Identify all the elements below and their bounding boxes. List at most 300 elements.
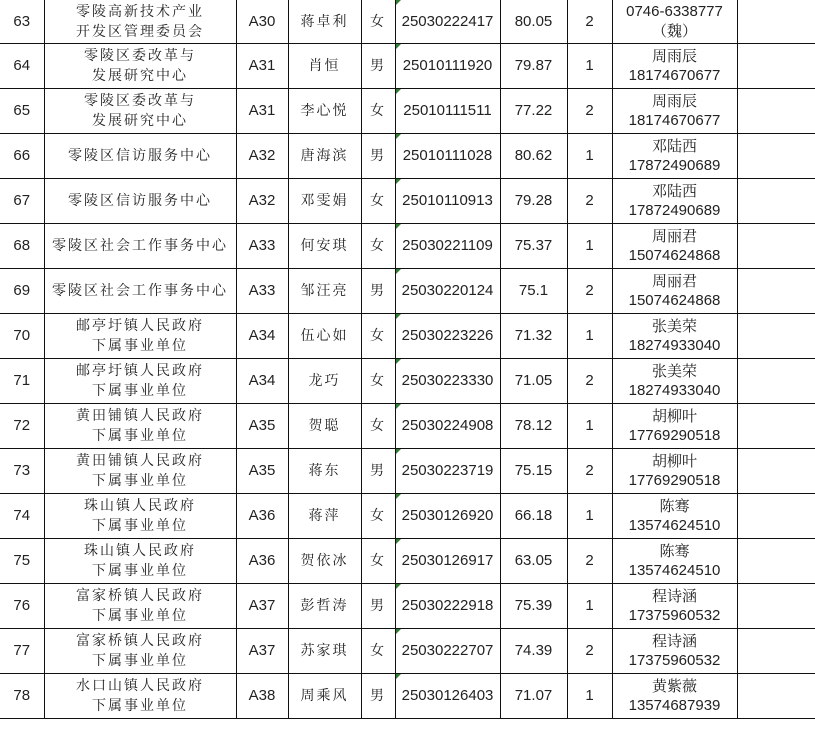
- score-cell: [500, 629, 567, 674]
- rank-text: 1: [585, 57, 594, 74]
- name-text: 贺聪: [308, 418, 341, 434]
- table-row: [0, 449, 815, 494]
- gender-text: 女: [370, 373, 386, 389]
- candidate-name-cell: [288, 359, 361, 404]
- note-cell: [737, 44, 815, 89]
- ticket-number-cell: [395, 134, 500, 179]
- score-text: 75.1: [518, 282, 549, 299]
- unit-line: 发展研究中心: [92, 68, 188, 84]
- post-code-cell: [236, 269, 288, 314]
- contact-line: 程诗涵: [651, 632, 697, 650]
- contact-cell: [612, 314, 737, 359]
- note-cell: [737, 674, 815, 719]
- unit-line: 下属事业单位: [92, 428, 188, 444]
- gender-cell: [361, 89, 395, 134]
- post-text: A30: [248, 12, 276, 30]
- unit-line: 下属事业单位: [92, 518, 188, 534]
- no-text: 66: [13, 147, 31, 164]
- contact-line: 陈骞: [659, 542, 690, 560]
- ticket-text: 25030223330: [401, 372, 494, 389]
- gender-cell: [361, 224, 395, 269]
- no-text: 71: [13, 372, 31, 389]
- contact-line: 17769290518: [628, 472, 721, 489]
- unit-line: 下属事业单位: [92, 473, 188, 489]
- score-text: 66.18: [514, 507, 553, 524]
- ticket-text: 25030223226: [401, 327, 494, 344]
- ticket-number-cell: [395, 314, 500, 359]
- note-cell: [737, 224, 815, 269]
- unit-cell: [44, 674, 236, 719]
- unit-line: 下属事业单位: [92, 563, 188, 579]
- candidate-name-cell: [288, 629, 361, 674]
- score-text: 79.28: [514, 192, 553, 209]
- note-cell: [737, 629, 815, 674]
- unit-line: 发展研究中心: [92, 113, 188, 129]
- gender-text: 女: [370, 418, 386, 434]
- table-row: [0, 44, 815, 89]
- rank-text: 1: [585, 417, 594, 434]
- candidate-name-cell: [288, 0, 361, 44]
- unit-cell: [44, 134, 236, 179]
- post-code-cell: [236, 584, 288, 629]
- ticket-number-cell: [395, 584, 500, 629]
- rank-cell: [567, 89, 612, 134]
- ticket-text: 25030126917: [401, 552, 494, 569]
- rank-cell: [567, 404, 612, 449]
- unit-line: 零陵区委改革与: [84, 93, 196, 109]
- name-text: 何安琪: [300, 238, 349, 254]
- no-text: 78: [13, 687, 31, 704]
- post-code-cell: [236, 0, 288, 44]
- note-cell: [737, 314, 815, 359]
- score-text: 78.12: [514, 417, 553, 434]
- ticket-text: 25030126403: [401, 687, 494, 704]
- ticket-number-cell: [395, 359, 500, 404]
- ticket-number-cell: [395, 0, 500, 44]
- ticket-text: 25030220124: [401, 282, 494, 299]
- post-code-cell: [236, 89, 288, 134]
- contact-line: 0746-6338777: [626, 2, 723, 20]
- contact-line: 13574624510: [628, 562, 721, 579]
- post-code-cell: [236, 449, 288, 494]
- candidate-name-cell: [288, 314, 361, 359]
- error-indicator-icon: [396, 0, 401, 5]
- note-cell: [737, 89, 815, 134]
- gender-cell: [361, 269, 395, 314]
- gender-text: 女: [370, 193, 386, 209]
- post-text: A34: [248, 372, 276, 389]
- candidate-name-cell: [288, 269, 361, 314]
- rank-cell: [567, 539, 612, 584]
- contact-line: 周丽君: [651, 227, 697, 245]
- no-text: 65: [13, 102, 31, 119]
- post-code-cell: [236, 179, 288, 224]
- unit-line: 黄田铺镇人民政府: [76, 453, 204, 469]
- gender-cell: [361, 134, 395, 179]
- ticket-number-cell: [395, 404, 500, 449]
- error-indicator-icon: [396, 629, 401, 634]
- candidate-name-cell: [288, 44, 361, 89]
- unit-line: 下属事业单位: [92, 653, 188, 669]
- contact-cell: [612, 404, 737, 449]
- score-cell: [500, 44, 567, 89]
- contact-cell: [612, 0, 737, 44]
- post-code-cell: [236, 44, 288, 89]
- no-text: 72: [13, 417, 31, 434]
- error-indicator-icon: [396, 449, 401, 454]
- name-text: 彭哲涛: [300, 598, 349, 614]
- score-text: 74.39: [514, 642, 553, 659]
- contact-line: 18174670677: [628, 67, 721, 84]
- unit-line: 富家桥镇人民政府: [76, 633, 204, 649]
- post-code-cell: [236, 539, 288, 584]
- unit-line: 水口山镇人民政府: [76, 678, 204, 694]
- post-text: A36: [248, 507, 276, 524]
- table-row: [0, 494, 815, 539]
- error-indicator-icon: [396, 674, 401, 679]
- note-cell: [737, 494, 815, 539]
- ticket-number-cell: [395, 89, 500, 134]
- rank-text: 2: [585, 282, 594, 299]
- post-text: A37: [248, 597, 276, 614]
- gender-cell: [361, 0, 395, 44]
- error-indicator-icon: [396, 224, 401, 229]
- post-text: A32: [248, 192, 276, 209]
- gender-text: 男: [370, 688, 386, 704]
- unit-line: 珠山镇人民政府: [84, 543, 196, 559]
- rank-text: 1: [585, 237, 594, 254]
- rank-cell: [567, 494, 612, 539]
- ticket-text: 25030222918: [401, 597, 494, 614]
- gender-text: 男: [370, 598, 386, 614]
- rank-cell: [567, 314, 612, 359]
- rank-text: 2: [585, 462, 594, 479]
- rank-text: 2: [585, 12, 594, 30]
- score-cell: [500, 134, 567, 179]
- unit-line: 零陵区社会工作事务中心: [52, 238, 228, 254]
- contact-cell: [612, 89, 737, 134]
- seq-number-cell: [0, 674, 44, 719]
- name-text: 贺依冰: [300, 553, 349, 569]
- candidate-name-cell: [288, 404, 361, 449]
- error-indicator-icon: [396, 44, 401, 49]
- contact-line: 15074624868: [628, 292, 721, 309]
- gender-text: 女: [370, 553, 386, 569]
- contact-line: 18174670677: [628, 112, 721, 129]
- unit-cell: [44, 404, 236, 449]
- contact-cell: [612, 269, 737, 314]
- unit-line: 零陵区信访服务中心: [68, 193, 212, 209]
- unit-cell: [44, 89, 236, 134]
- rank-cell: [567, 674, 612, 719]
- contact-line: 17872490689: [628, 202, 721, 219]
- unit-line: 零陵区委改革与: [84, 48, 196, 64]
- error-indicator-icon: [396, 314, 401, 319]
- no-text: 67: [13, 192, 31, 209]
- contact-line: 程诗涵: [651, 587, 697, 605]
- unit-cell: [44, 44, 236, 89]
- contact-line: 陈骞: [659, 497, 690, 515]
- contact-line: 17769290518: [628, 427, 721, 444]
- contact-line: 张美荣: [651, 317, 697, 335]
- gender-cell: [361, 674, 395, 719]
- post-code-cell: [236, 404, 288, 449]
- ticket-text: 25010111028: [402, 147, 493, 164]
- ticket-text: 25030224908: [401, 417, 494, 434]
- table-row: [0, 314, 815, 359]
- unit-line: 下属事业单位: [92, 698, 188, 714]
- seq-number-cell: [0, 539, 44, 584]
- seq-number-cell: [0, 404, 44, 449]
- contact-cell: [612, 674, 737, 719]
- contact-cell: [612, 584, 737, 629]
- no-text: 69: [13, 282, 31, 299]
- ticket-number-cell: [395, 44, 500, 89]
- score-cell: [500, 179, 567, 224]
- no-text: 70: [13, 327, 31, 344]
- ticket-number-cell: [395, 674, 500, 719]
- score-cell: [500, 89, 567, 134]
- no-text: 73: [13, 462, 31, 479]
- gender-cell: [361, 629, 395, 674]
- contact-cell: [612, 449, 737, 494]
- name-text: 龙巧: [308, 373, 341, 389]
- seq-number-cell: [0, 89, 44, 134]
- rank-text: 1: [585, 687, 594, 704]
- name-text: 李心悦: [300, 103, 349, 119]
- score-cell: [500, 0, 567, 44]
- error-indicator-icon: [396, 134, 401, 139]
- contact-line: 周雨辰: [651, 47, 697, 65]
- contact-line: 13574624510: [628, 517, 721, 534]
- score-cell: [500, 584, 567, 629]
- seq-number-cell: [0, 134, 44, 179]
- unit-cell: [44, 269, 236, 314]
- post-text: A33: [248, 237, 276, 254]
- error-indicator-icon: [396, 359, 401, 364]
- ticket-number-cell: [395, 539, 500, 584]
- seq-number-cell: [0, 224, 44, 269]
- name-text: 邹汪亮: [300, 283, 349, 299]
- post-code-cell: [236, 629, 288, 674]
- gender-cell: [361, 179, 395, 224]
- gender-text: 女: [370, 643, 386, 659]
- contact-line: 17872490689: [628, 157, 721, 174]
- ticket-number-cell: [395, 224, 500, 269]
- rank-text: 1: [585, 507, 594, 524]
- score-text: 80.62: [514, 147, 553, 164]
- table-row: [0, 0, 815, 44]
- contact-line: 黄紫薇: [651, 677, 697, 695]
- seq-number-cell: [0, 44, 44, 89]
- note-cell: [737, 269, 815, 314]
- gender-text: 男: [370, 283, 386, 299]
- contact-cell: [612, 629, 737, 674]
- candidate-name-cell: [288, 494, 361, 539]
- rank-text: 2: [585, 642, 594, 659]
- table-row: [0, 584, 815, 629]
- score-text: 79.87: [514, 57, 553, 74]
- post-text: A38: [248, 687, 276, 704]
- candidate-name-cell: [288, 134, 361, 179]
- rank-cell: [567, 629, 612, 674]
- gender-text: 女: [370, 328, 386, 344]
- error-indicator-icon: [396, 269, 401, 274]
- seq-number-cell: [0, 629, 44, 674]
- rank-text: 1: [585, 147, 594, 164]
- unit-line: 零陵区社会工作事务中心: [52, 283, 228, 299]
- score-cell: [500, 404, 567, 449]
- rank-text: 2: [585, 192, 594, 209]
- score-text: 75.39: [514, 597, 553, 614]
- rank-text: 2: [585, 372, 594, 389]
- unit-line: 零陵高新技术产业: [76, 3, 204, 20]
- no-text: 63: [13, 12, 31, 30]
- no-text: 76: [13, 597, 31, 614]
- score-text: 71.07: [514, 687, 553, 704]
- post-text: A35: [248, 462, 276, 479]
- unit-line: 富家桥镇人民政府: [76, 588, 204, 604]
- error-indicator-icon: [396, 179, 401, 184]
- name-text: 伍心如: [300, 328, 349, 344]
- error-indicator-icon: [396, 89, 401, 94]
- table-row: [0, 179, 815, 224]
- ticket-number-cell: [395, 629, 500, 674]
- no-text: 77: [13, 642, 31, 659]
- rank-text: 1: [585, 597, 594, 614]
- post-text: A37: [248, 642, 276, 659]
- candidate-name-cell: [288, 449, 361, 494]
- score-cell: [500, 449, 567, 494]
- post-code-cell: [236, 224, 288, 269]
- candidate-name-cell: [288, 584, 361, 629]
- gender-cell: [361, 404, 395, 449]
- seq-number-cell: [0, 269, 44, 314]
- unit-line: 邮亭圩镇人民政府: [76, 363, 204, 379]
- candidate-name-cell: [288, 674, 361, 719]
- error-indicator-icon: [396, 494, 401, 499]
- unit-line: 零陵区信访服务中心: [68, 148, 212, 164]
- unit-cell: [44, 629, 236, 674]
- score-cell: [500, 314, 567, 359]
- post-code-cell: [236, 314, 288, 359]
- contact-cell: [612, 539, 737, 584]
- gender-text: 女: [370, 13, 386, 30]
- contact-line: 张美荣: [651, 362, 697, 380]
- note-cell: [737, 404, 815, 449]
- unit-cell: [44, 584, 236, 629]
- unit-cell: [44, 314, 236, 359]
- contact-line: 邓陆西: [651, 137, 697, 155]
- seq-number-cell: [0, 494, 44, 539]
- unit-line: 邮亭圩镇人民政府: [76, 318, 204, 334]
- seq-number-cell: [0, 449, 44, 494]
- post-text: A36: [248, 552, 276, 569]
- table-row: [0, 674, 815, 719]
- post-text: A35: [248, 417, 276, 434]
- score-text: 63.05: [514, 552, 553, 569]
- gender-cell: [361, 584, 395, 629]
- contact-line: 周丽君: [651, 272, 697, 290]
- note-cell: [737, 179, 815, 224]
- name-text: 邓雯娟: [300, 193, 349, 209]
- gender-text: 女: [370, 238, 386, 254]
- post-code-cell: [236, 494, 288, 539]
- post-code-cell: [236, 134, 288, 179]
- note-cell: [737, 539, 815, 584]
- seq-number-cell: [0, 0, 44, 44]
- score-text: 77.22: [514, 102, 553, 119]
- post-text: A34: [248, 327, 276, 344]
- seq-number-cell: [0, 314, 44, 359]
- contact-cell: [612, 224, 737, 269]
- score-text: 71.05: [514, 372, 553, 389]
- note-cell: [737, 584, 815, 629]
- rank-text: 2: [585, 552, 594, 569]
- ticket-number-cell: [395, 449, 500, 494]
- unit-cell: [44, 224, 236, 269]
- ticket-number-cell: [395, 269, 500, 314]
- no-text: 75: [13, 552, 31, 569]
- rank-cell: [567, 134, 612, 179]
- gender-cell: [361, 449, 395, 494]
- contact-line: 邓陆西: [651, 182, 697, 200]
- name-text: 苏家琪: [300, 643, 349, 659]
- table-row: [0, 359, 815, 404]
- table-row: [0, 539, 815, 584]
- contact-line: 13574687939: [628, 697, 721, 714]
- candidate-name-cell: [288, 179, 361, 224]
- score-cell: [500, 494, 567, 539]
- contact-cell: [612, 134, 737, 179]
- ticket-text: 25030126920: [401, 507, 494, 524]
- unit-line: 下属事业单位: [92, 608, 188, 624]
- rank-cell: [567, 44, 612, 89]
- error-indicator-icon: [396, 584, 401, 589]
- gender-text: 男: [370, 58, 386, 74]
- unit-cell: [44, 494, 236, 539]
- seq-number-cell: [0, 584, 44, 629]
- score-text: 80.05: [514, 12, 553, 30]
- gender-text: 女: [370, 508, 386, 524]
- contact-line: 17375960532: [628, 607, 721, 624]
- post-text: A32: [248, 147, 276, 164]
- contact-line: 15074624868: [628, 247, 721, 264]
- name-text: 周乘风: [300, 688, 349, 704]
- score-text: 71.32: [514, 327, 553, 344]
- name-text: 蒋卓利: [300, 13, 349, 30]
- contact-line: 18274933040: [628, 337, 721, 354]
- post-code-cell: [236, 359, 288, 404]
- note-cell: [737, 359, 815, 404]
- score-cell: [500, 674, 567, 719]
- gender-cell: [361, 44, 395, 89]
- contact-line: 胡柳叶: [651, 452, 697, 470]
- contact-line: 周雨辰: [651, 92, 697, 110]
- ticket-text: 25010110913: [402, 192, 493, 209]
- rank-cell: [567, 269, 612, 314]
- unit-line: 下属事业单位: [92, 383, 188, 399]
- rank-text: 2: [585, 102, 594, 119]
- gender-text: 男: [370, 148, 386, 164]
- score-text: 75.15: [514, 462, 553, 479]
- rank-cell: [567, 449, 612, 494]
- unit-cell: [44, 449, 236, 494]
- gender-cell: [361, 359, 395, 404]
- contact-cell: [612, 494, 737, 539]
- contact-cell: [612, 44, 737, 89]
- rank-text: 1: [585, 327, 594, 344]
